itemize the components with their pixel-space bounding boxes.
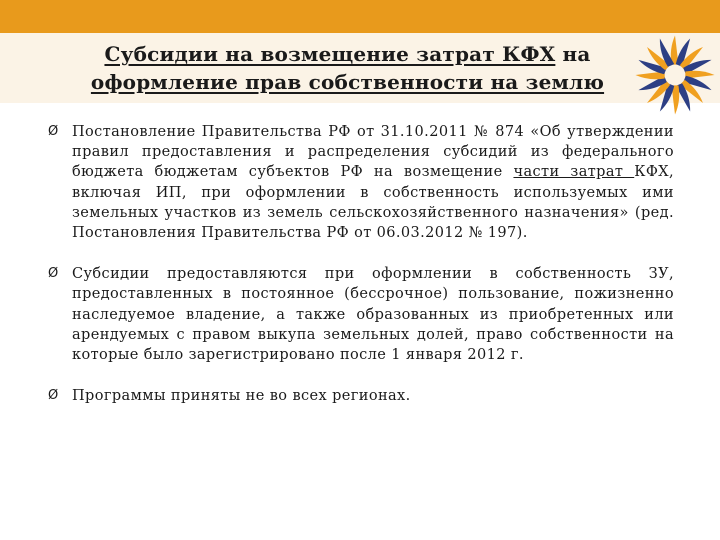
sunburst-logo-icon	[632, 32, 718, 118]
bullet-1-text-after: КФХ, включая ИП, при оформлении в собственность используемых ими земельных участков из земель сельскохозяйственного назначения» (ред. Постановления Правительства РФ от 06.03.2012 № 197).	[72, 164, 675, 242]
bullet-item-2	[48, 264, 674, 365]
bullet-item-1	[48, 122, 674, 243]
bullet-item-3	[48, 386, 674, 406]
title-part-3: оформление прав собственности на землю	[90, 70, 605, 94]
arrowhead-bullet-icon: Ø	[48, 124, 59, 139]
arrowhead-bullet-icon: Ø	[48, 388, 59, 404]
bullet-2-text: Субсидии предоставляются при оформлении в собственность ЗУ, предоставленных в постоянное (бессрочное) пользование, пожизненно наследуемое владение, а также образованных из приобретенных или арендуемых с правом выкупа земельных долей, право собственности на которые было зарегистрировано после 1 января 2012 г.	[72, 266, 674, 364]
arrowhead-bullet-icon: Ø	[48, 266, 59, 282]
title-part-2: на	[555, 42, 591, 66]
top-accent-bar	[0, 0, 720, 33]
bullet-1-text-before: Постановление Правительства РФ от 31.10.2011 № 874 «Об утверждении правил предоставления и распределения субсидий из федерального бюджета бюджетам субъектов РФ на возмещение	[72, 124, 674, 181]
slide-title	[40, 40, 655, 96]
bullet-3-text: Программы приняты не во всех регионах.	[72, 388, 411, 405]
slide-content	[48, 122, 674, 406]
bullet-1-underlined-text: части затрат	[513, 164, 635, 181]
title-part-1: Субсидии на возмещение затрат КФХ	[104, 42, 556, 66]
